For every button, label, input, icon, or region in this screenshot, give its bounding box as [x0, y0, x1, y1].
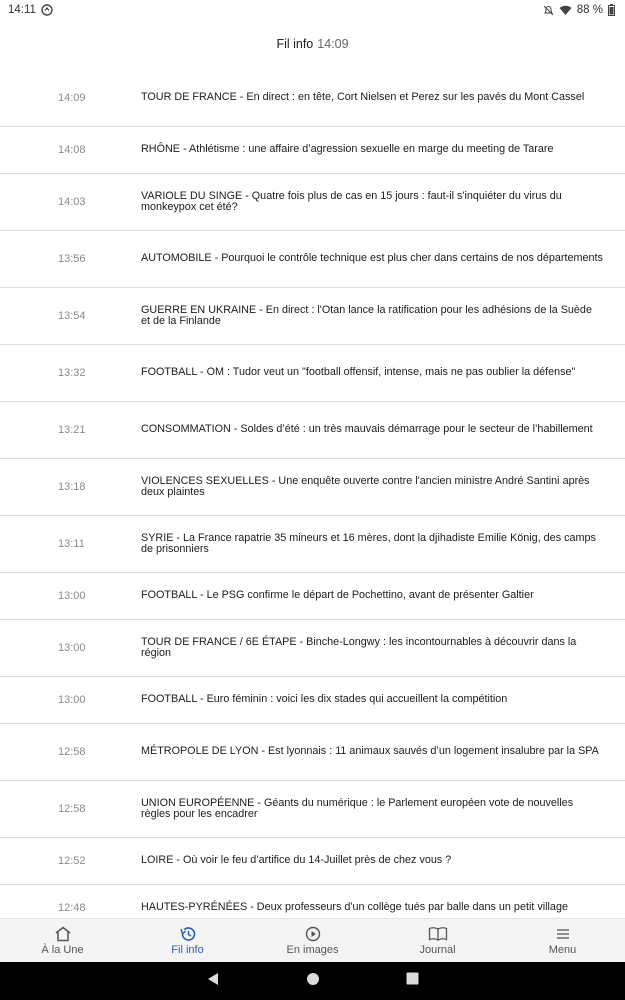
nav-item-journal[interactable] — [375, 926, 500, 956]
feed-item-time: 13:00 — [58, 590, 86, 602]
system-navigation-bar — [0, 962, 625, 1000]
feed-item-headline[interactable]: HAUTES-PYRÉNÉES - Deux professeurs d'un collège tués par balle dans un petit village — [141, 901, 568, 914]
nav-item-fil-info[interactable] — [125, 926, 250, 956]
nav-item-en-images[interactable] — [250, 926, 375, 956]
feed-item[interactable] — [0, 838, 625, 885]
nav-item-menu[interactable] — [500, 926, 625, 956]
feed-item[interactable] — [0, 885, 625, 918]
home-circle-icon[interactable] — [306, 972, 320, 991]
play-icon — [304, 926, 322, 942]
feed-item[interactable] — [0, 231, 625, 288]
battery-label: 88 % — [576, 4, 603, 16]
page-title: Fil info — [276, 37, 314, 51]
feed-item-headline[interactable]: AUTOMOBILE - Pourquoi le contrôle technique est plus cher dans certains de nos départements — [141, 252, 603, 265]
nav-item-label: Journal — [419, 943, 456, 956]
feed-item[interactable] — [0, 174, 625, 231]
news-feed[interactable] — [0, 70, 625, 918]
feed-item[interactable] — [0, 677, 625, 724]
notifications-off-icon — [543, 5, 554, 16]
feed-item-headline[interactable]: VIOLENCES SEXUELLES - Une enquête ouverte contre l'ancien ministre André Santini après deux plaintes — [141, 474, 590, 498]
last-update-time: 14:09 — [317, 37, 349, 51]
feed-item[interactable] — [0, 516, 625, 573]
feed-item-headline[interactable]: UNION EUROPÉENNE - Géants du numérique : le Parlement européen vote de nouvelles règles pour les encadrer — [141, 796, 574, 820]
feed-item-headline[interactable]: CONSOMMATION - Soldes d’été : un très mauvais démarrage pour le secteur de l’habillement — [141, 423, 593, 436]
back-icon[interactable] — [206, 972, 220, 991]
feed-item-headline[interactable]: GUERRE EN UKRAINE - En direct : l'Otan lance la ratification pour les adhésions de la Suède et de la Finlande — [141, 303, 592, 327]
feed-item-time: 13:11 — [58, 538, 85, 550]
nav-item-label: Fil info — [171, 943, 204, 956]
feed-item-time: 14:08 — [58, 144, 86, 156]
feed-item-time: 12:52 — [58, 855, 86, 867]
feed-item-time: 12:58 — [58, 803, 86, 815]
feed-item-time: 13:00 — [58, 642, 86, 654]
feed-item-headline[interactable]: SYRIE - La France rapatrie 35 mineurs et 16 mères, dont la djihadiste Emilie König, des camps de prisonniers — [141, 531, 596, 555]
feed-item[interactable] — [0, 127, 625, 174]
recents-icon[interactable] — [406, 972, 419, 990]
feed-item-time: 13:56 — [58, 253, 86, 265]
feed-item-time: 14:09 — [58, 92, 86, 104]
nav-item-label: En images — [286, 943, 339, 956]
feed-item-headline[interactable]: LOIRE - Où voir le feu d’artifice du 14-Juillet près de chez vous ? — [141, 854, 452, 867]
feed-item-time: 14:03 — [58, 196, 86, 208]
feed-item[interactable] — [0, 459, 625, 516]
feed-item-time: 13:21 — [58, 424, 86, 436]
feed-item-time: 13:54 — [58, 310, 86, 322]
feed-item-time: 12:48 — [58, 902, 86, 914]
status-time: 14:11 — [8, 4, 36, 16]
feed-item-headline[interactable]: FOOTBALL - Le PSG confirme le départ de Pochettino, avant de présenter Galtier — [141, 589, 534, 602]
status-bar — [0, 0, 625, 20]
feed-item-headline[interactable]: MÉTROPOLE DE LYON - Est lyonnais : 11 animaux sauvés d’un logement insalubre par la SPA — [141, 745, 599, 758]
menu-icon — [554, 926, 572, 942]
feed-item[interactable] — [0, 620, 625, 677]
feed-item[interactable] — [0, 781, 625, 838]
feed-item[interactable] — [0, 402, 625, 459]
feed-item[interactable] — [0, 288, 625, 345]
bottom-navigation — [0, 918, 625, 962]
nav-item-a-la-une[interactable] — [0, 926, 125, 956]
nav-item-label: À la Une — [41, 943, 84, 956]
book-icon — [428, 926, 448, 942]
feed-item[interactable] — [0, 345, 625, 402]
feed-item[interactable] — [0, 573, 625, 620]
feed-item-time: 13:32 — [58, 367, 86, 379]
sync-icon — [41, 4, 53, 16]
feed-item-headline[interactable]: TOUR DE FRANCE / 6E ÉTAPE - Binche-Longwy : les incontournables à découvrir dans la région — [141, 635, 577, 659]
feed-item-time: 13:00 — [58, 694, 86, 706]
battery-icon — [608, 4, 615, 16]
history-icon — [179, 926, 197, 942]
feed-item-time: 12:58 — [58, 746, 86, 758]
nav-item-label: Menu — [548, 943, 577, 956]
home-icon — [54, 926, 72, 942]
feed-item-headline[interactable]: FOOTBALL - Euro féminin : voici les dix stades qui accueillent la compétition — [141, 693, 508, 706]
feed-item[interactable] — [0, 70, 625, 127]
page-header — [0, 26, 625, 62]
wifi-icon — [559, 5, 572, 16]
feed-item-headline[interactable]: TOUR DE FRANCE - En direct : en tête, Cort Nielsen et Perez sur les pavés du Mont Cassel — [141, 91, 585, 104]
feed-item-headline[interactable]: RHÔNE - Athlétisme : une affaire d’agression sexuelle en marge du meeting de Tarare — [141, 143, 554, 156]
feed-item[interactable] — [0, 724, 625, 781]
feed-item-headline[interactable]: VARIOLE DU SINGE - Quatre fois plus de cas en 15 jours : faut-il s'inquiéter du virus du monkeypox cet été? — [141, 189, 562, 213]
feed-item-headline[interactable]: FOOTBALL - OM : Tudor veut un "football offensif, intense, mais ne pas oublier la défense" — [141, 366, 576, 379]
feed-item-time: 13:18 — [58, 481, 86, 493]
